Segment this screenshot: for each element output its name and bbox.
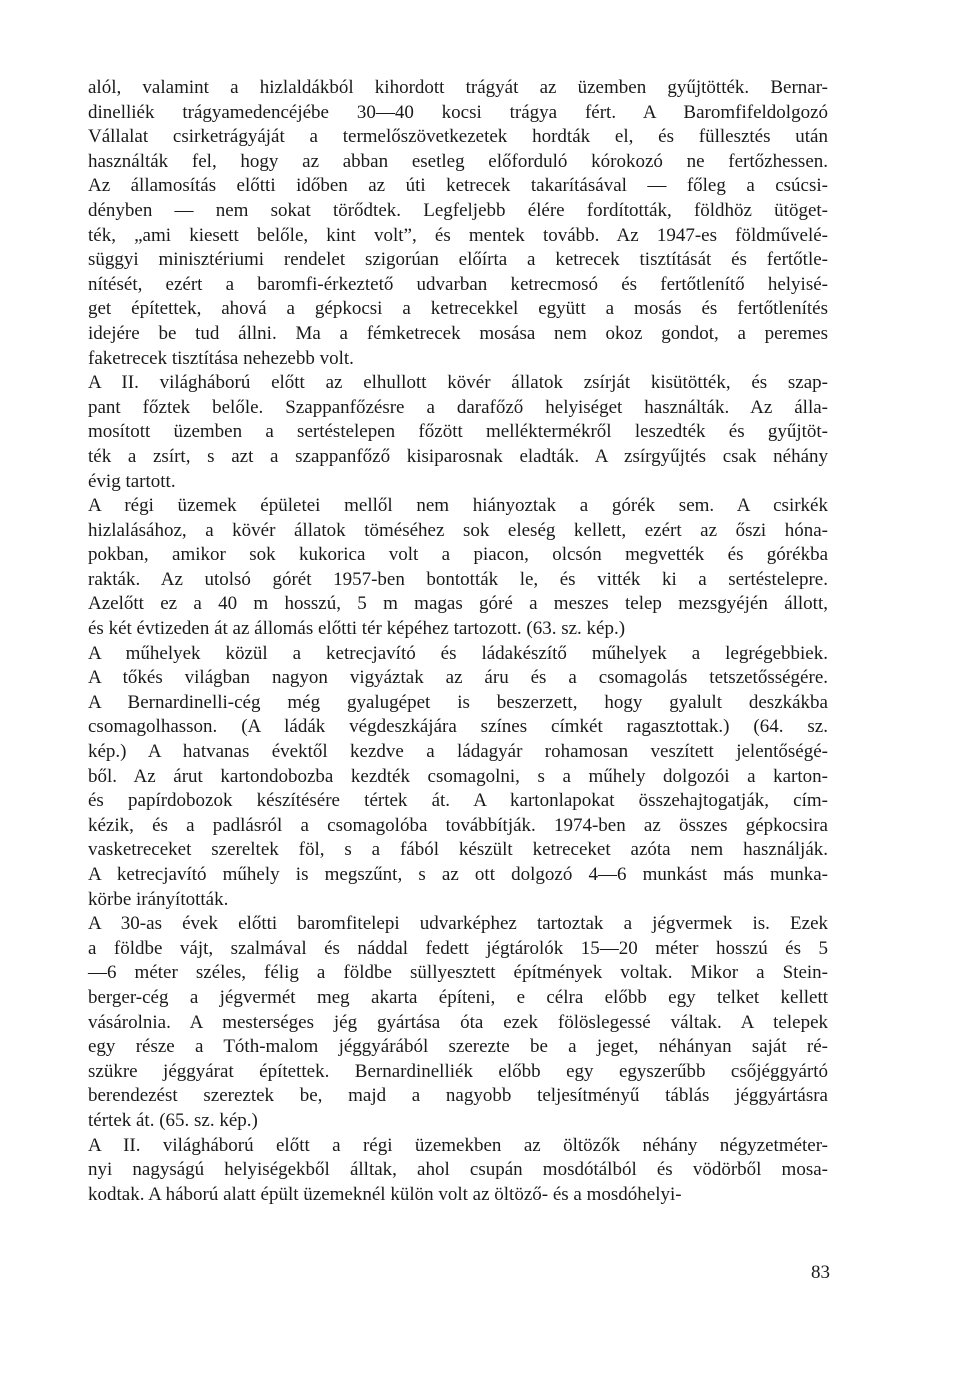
text-line: és két évtizeden át az állomás előtti tér képéhez tartozott. (63. sz. kép.) (88, 618, 626, 640)
text-line: rakták. Az utolsó górét 1957-ben bontották le, és vitték ki a sertéstelepre. (88, 568, 828, 590)
text-line: Vállalat csirketrágyáját a termelőszövetkezetek hordták el, és füllesztés után (88, 126, 828, 148)
text-line: Az államosítás előtti időben az úti ketrecek takarításával — főleg a csúcsi- (88, 175, 828, 197)
text-line: A régi üzemek épületei mellől nem hiányoztak a górék sem. A csirkék (88, 495, 828, 517)
text-line: A II. világháború előtt a régi üzemekben az öltözők néhány négyzetméter- (88, 1134, 828, 1156)
text-line: és papírdobozok készítésére tértek át. A kartonlapokat összehajtogatják, cím- (88, 790, 828, 812)
text-line: pant főztek belőle. Szappanfőzésre a darafőző helyiséget használták. Az álla- (88, 396, 828, 418)
text-line: hizlalásához, a kövér állatok töméséhez sok eleség kellett, ezért az őszi hóna- (88, 519, 828, 541)
text-line: A 30-as évek előtti baromfitelepi udvarképhez tartoztak a jégvermek is. Ezek (88, 913, 828, 935)
text-line: vasketreceket szereltek föl, s a fából készült ketreceket azóta nem használják. (88, 839, 828, 861)
text-line: egy része a Tóth-malom jéggyárából szerezte be a jeget, néhányan saját ré- (88, 1036, 828, 1058)
text-line: dinelliék trágyamedencéjébe 30—40 kocsi trágya fért. A Baromfifeldolgozó (88, 101, 828, 123)
text-line: kézik, és a padlásról a csomagolóba továbbítják. 1974-ben az összes gépkocsira (88, 814, 828, 836)
text-line: vásárolnia. A mesterséges jég gyártása óta ezek fölöslegessé váltak. A telepek (88, 1011, 828, 1033)
text-line: évig tartott. (88, 470, 176, 492)
text-line: tértek át. (65. sz. kép.) (88, 1109, 258, 1131)
text-line: A II. világháború előtt az elhullott kövér állatok zsírját kisütötték, és szap- (88, 372, 828, 394)
text-line: A Bernardinelli-cég még gyalugépet is beszerzett, hogy gyalult deszkákba (88, 691, 828, 713)
text-line: get építettek, ahová a gépkocsi a ketrecekkel együtt a mosás és fertőtlenítés (88, 298, 828, 320)
text-line: berger-cég a jégvermét meg akarta építeni, e célra előbb egy telket kellett (88, 986, 828, 1008)
text-line: ték, „ami kiesett belőle, kint volt”, és mentek tovább. Az 1947-es földművelé- (88, 224, 828, 246)
page-number: 83 (811, 1262, 830, 1283)
body-text (88, 76, 828, 1207)
text-line: használták fel, hogy az abban esetleg előforduló kórokozó ne fertőzhessen. (88, 150, 828, 172)
text-line: csomagolhasson. (A ládák végdeszkájára színes címkét ragasztottak.) (64. sz. (88, 716, 828, 738)
text-line: A tőkés világban nagyon vigyáztak az áru és a csomagolás tetszetősségére. (88, 667, 828, 689)
text-line: dényben — nem sokat törődtek. Legfeljebb élére fordították, földhöz ütöget- (88, 199, 828, 221)
text-line: A ketrecjavító műhely is megszűnt, s az ott dolgozó 4—6 munkást más munka- (88, 864, 828, 885)
text-line: kodtak. A háború alatt épült üzemeknél külön volt az öltöző- és a mosdóhelyi- (88, 1183, 682, 1205)
text-line: ből. Az árut kartondobozba kezdték csomagolni, s a műhely dolgozói a karton- (88, 765, 828, 787)
text-line: A műhelyek közül a ketrecjavító és ládakészítő műhelyek a legrégebbiek. (88, 642, 828, 664)
text-line: szükre jéggyárat építettek. Bernardinelliék előbb egy egyszerűbb csőjéggyártó (88, 1060, 828, 1082)
text-line: —6 méter széles, félig a földbe süllyesztett építmények voltak. Mikor a Stein- (88, 962, 828, 984)
text-line: idejére be tud állni. Ma a fémketrecek mosása nem okoz gondot, a peremes (88, 322, 828, 344)
text-line: alól, valamint a hizlaldákból kihordott trágyát az üzemben gyűjtötték. Bernar- (88, 77, 828, 98)
text-line: a földbe vájt, szalmával és náddal fedett jégtárolók 15—20 méter hosszú és 5 (88, 937, 828, 959)
text-line: körbe irányították. (88, 888, 229, 910)
text-line: mosított üzemben a sertéstelepen főzött melléktermékről leszedték és gyűjtöt- (88, 421, 828, 443)
text-line: Azelőtt ez a 40 m hosszú, 5 m magas góré a meszes telep mezsgyéjén állott, (88, 593, 828, 615)
text-line: kép.) A hatvanas évektől kezdve a ládagyár rohamosan veszített jelentőségé- (88, 741, 828, 763)
text-line: berendezést szereztek be, majd a nagyobb teljesítményű táblás jéggyártásra (88, 1085, 828, 1107)
text-line: süggyi minisztériumi rendelet szigorúan előírta a ketrecek tisztítását és fertőtle- (88, 249, 828, 271)
text-line: nyi nagyságú helyiségekből álltak, ahol csupán mosdótálból és vödörből mosa- (88, 1159, 828, 1181)
text-line: ték a zsírt, s azt a szappanfőző kisiparosnak eladták. A zsírgyűjtés csak néhány (88, 445, 828, 467)
text-line: nítését, ezért a baromfi-érkeztető udvarban ketrecmosó és fertőtlenítő helyisé- (88, 273, 828, 295)
text-line: faketrecek tisztítása nehezebb volt. (88, 347, 354, 369)
text-line: pokban, amikor sok kukorica volt a piacon, olcsón megvették és górékba (88, 544, 828, 566)
